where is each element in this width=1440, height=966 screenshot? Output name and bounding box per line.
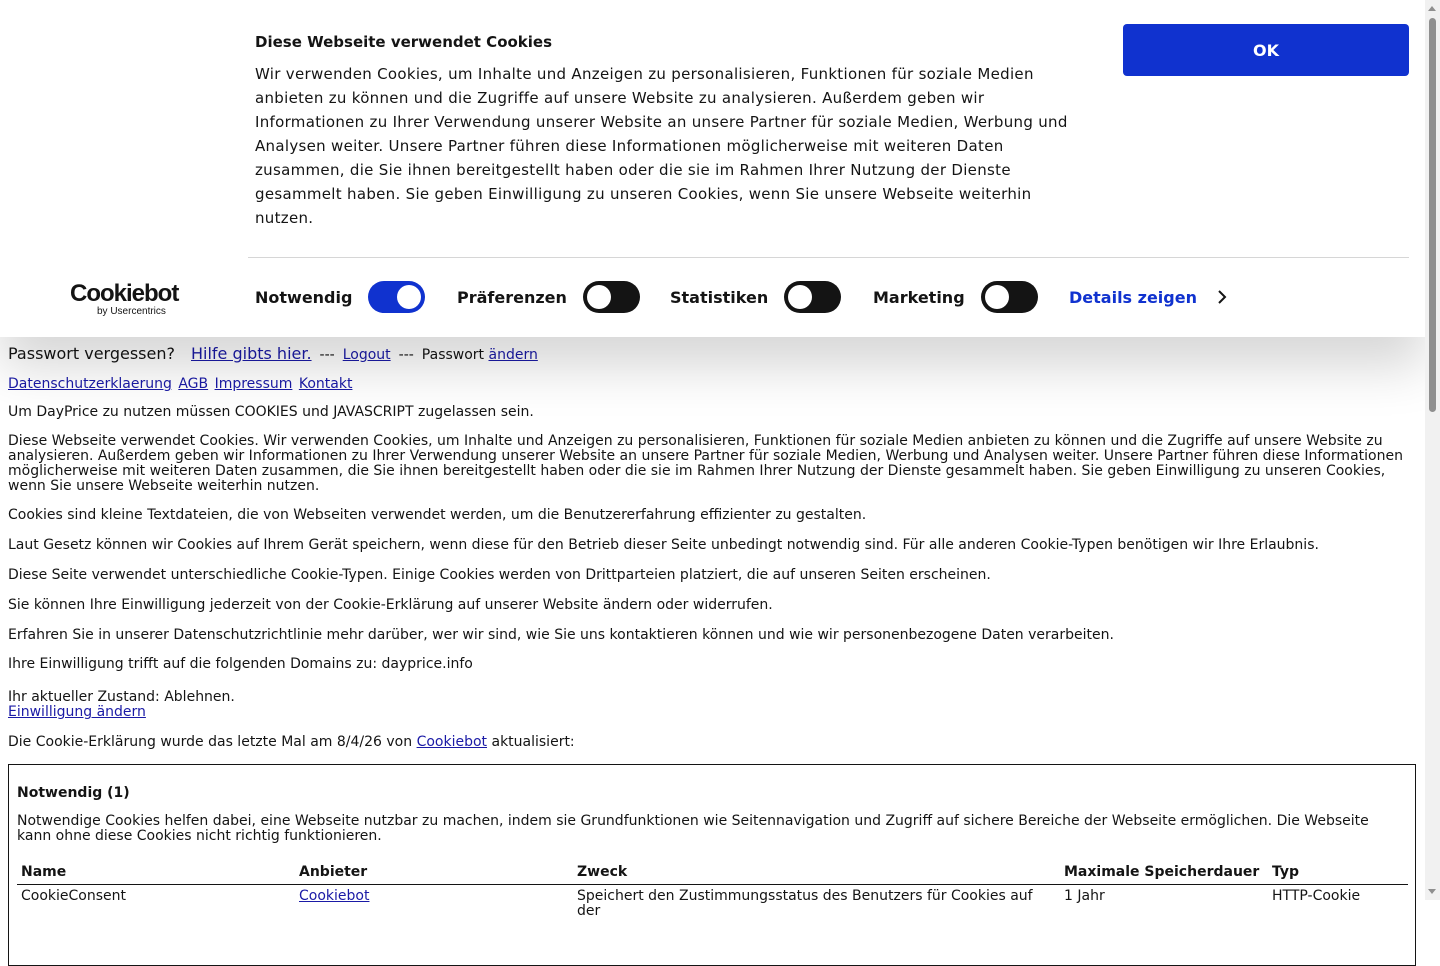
ok-button[interactable]: OK [1123, 24, 1409, 76]
toggle-knob [397, 285, 421, 309]
consent-notwendig [255, 280, 425, 314]
terms-link[interactable]: AGB [178, 376, 209, 392]
declaration-text: Erfahren Sie in unserer Datenschutzrichtlinie mehr darüber, wer wir sind, wie Sie uns kontaktieren können und wie wir personenbezogene Daten verarbeiten. [8, 627, 1114, 643]
cookie-purpose: Speichert den Zustimmungsstatus des Benutzers für Cookies auf der [577, 888, 1033, 919]
toggle-notwendig[interactable] [368, 281, 425, 313]
chevron-right-icon [1215, 287, 1229, 307]
details-label: Details zeigen [1069, 287, 1197, 307]
provider-link[interactable]: Cookiebot [299, 888, 370, 904]
consent-state: Ihr aktueller Zustand: Ablehnen. [8, 689, 235, 705]
logo-sub: by Usercentrics [97, 306, 166, 317]
password-label: Passwort [421, 347, 485, 363]
toggle-marketing[interactable] [981, 281, 1038, 313]
domains-text: Ihre Einwilligung trifft auf die folgenden Domains zu: dayprice.info [8, 656, 473, 672]
consent-label: Notwendig [255, 287, 353, 307]
logo-main: Cookiebot [70, 280, 179, 307]
col-header: Name [17, 863, 295, 885]
cookie-type: HTTP-Cookie [1272, 888, 1361, 904]
category-heading: Notwendig (1) [17, 785, 130, 801]
consent-label: Präferenzen [457, 287, 567, 307]
help-link[interactable]: Hilfe gibts hier. [190, 344, 312, 363]
toggle-statistiken[interactable] [784, 281, 841, 313]
cookie-table [17, 863, 1408, 921]
separator: --- [398, 347, 414, 363]
col-header: Typ [1268, 863, 1408, 885]
consent-marketing [873, 280, 1038, 314]
separator: --- [319, 347, 335, 363]
change-password-link[interactable]: ändern [488, 347, 538, 363]
scroll-down-arrow-icon[interactable] [1428, 889, 1436, 894]
details-link[interactable] [1069, 287, 1229, 307]
cookiebot-logo [70, 280, 179, 317]
declaration-text: Laut Gesetz können wir Cookies auf Ihrem Gerät speichern, wenn diese für den Betrieb dieser Seite unbedingt notwendig sind. Für alle anderen Cookie-Typen benötigen wir Ihre Erlaubnis. [8, 537, 1319, 553]
banner-title: Diese Webseite verwendet Cookies [255, 33, 553, 51]
scroll-up-arrow-icon[interactable] [1428, 6, 1436, 11]
logout-link[interactable]: Logout [342, 347, 391, 363]
footer-links [8, 377, 354, 392]
account-bar [8, 346, 538, 363]
declaration-text: Cookies sind kleine Textdateien, die von Webseiten verwendet werden, um die Benutzererfahrung effizienter zu gestalten. [8, 507, 867, 523]
declaration-text: Diese Seite verwendet unterschiedliche Cookie-Typen. Einige Cookies werden von Drittparteien platziert, die auf unseren Seiten erscheinen. [8, 567, 991, 583]
privacy-link[interactable]: Datenschutzerklaerung [8, 376, 172, 392]
toggle-knob [587, 285, 611, 309]
cookie-notice: Um DayPrice zu nutzen müssen COOKIES und JAVASCRIPT zugelassen sein. [8, 404, 534, 420]
col-header: Zweck [573, 863, 1060, 885]
consent-praeferenzen [457, 280, 640, 314]
toggle-praeferenzen[interactable] [583, 281, 640, 313]
change-consent-link[interactable]: Einwilligung ändern [8, 704, 146, 720]
banner-divider [248, 257, 1409, 258]
declaration-text: Sie können Ihre Einwilligung jederzeit von der Cookie-Erklärung auf unserer Website ändern oder widerrufen. [8, 597, 773, 613]
col-header: Anbieter [295, 863, 573, 885]
updated-suffix: aktualisiert: [491, 734, 575, 750]
forgot-password-text: Passwort vergessen? [8, 344, 175, 363]
updated-prefix: Die Cookie-Erklärung wurde das letzte Mal am 8/4/26 von [8, 734, 413, 750]
banner-text: Wir verwenden Cookies, um Inhalte und Anzeigen zu personalisieren, Funktionen für soziale Medien anbieten zu können und die Zugriffe auf unsere Website zu analysieren. Außerdem geben wir Informationen zu Ihrer Verwendung unserer Website an unsere Partner für soziale Medien, Werbung und Analysen weiter. Unsere Partner führen diese Informationen möglicherweise mit weiteren Daten zusammen, die Sie ihnen bereitgestellt haben oder die sie im Rahmen Ihrer Nutzung der Dienste gesammelt haben. Sie geben Einwilligung zu unseren Cookies, wenn Sie unsere Webseite weiterhin nutzen. [255, 65, 1068, 227]
updated-line [8, 735, 1413, 750]
scrollbar-thumb[interactable] [1429, 18, 1436, 412]
table-header [17, 863, 1408, 885]
imprint-link[interactable]: Impressum [214, 376, 293, 392]
table-row [17, 885, 1408, 922]
toggle-knob [985, 285, 1009, 309]
toggle-knob [788, 285, 812, 309]
category-description: Notwendige Cookies helfen dabei, eine Webseite nutzbar zu machen, indem sie Grundfunktionen wie Seitennavigation und Zugriff auf sichere Bereiche der Webseite ermöglichen. Die Webseite kann ohne diese Cookies nicht richtig funktionieren. [17, 813, 1369, 844]
cookie-duration: 1 Jahr [1064, 888, 1105, 904]
vertical-scrollbar[interactable] [1425, 0, 1440, 900]
cookie-banner [0, 0, 1425, 337]
cookiebot-link[interactable]: Cookiebot [416, 734, 488, 750]
cookie-declaration-box [8, 764, 1416, 966]
cookie-name: CookieConsent [21, 888, 126, 904]
contact-link[interactable]: Kontakt [298, 376, 353, 392]
consent-label: Marketing [873, 287, 965, 307]
col-header: Maximale Speicherdauer [1060, 863, 1268, 885]
declaration-intro: Diese Webseite verwendet Cookies. Wir verwenden Cookies, um Inhalte und Anzeigen zu personalisieren, Funktionen für soziale Medien anbieten zu können und die Zugriffe auf unsere Website zu analysieren. Außerdem geben wir Informationen zu Ihrer Verwendung unserer Website an unsere Partner für soziale Medien, Werbung und Analysen weiter. Unsere Partner führen diese Informationen möglicherweise mit weiteren Daten zusammen, die Sie ihnen bereitgestellt haben oder die sie im Rahmen Ihrer Nutzung der Dienste gesammelt haben. Sie geben Einwilligung zu unseren Cookies, wenn Sie unsere Webseite weiterhin nutzen. [8, 433, 1403, 494]
consent-label: Statistiken [670, 287, 769, 307]
consent-statistiken [670, 280, 841, 314]
